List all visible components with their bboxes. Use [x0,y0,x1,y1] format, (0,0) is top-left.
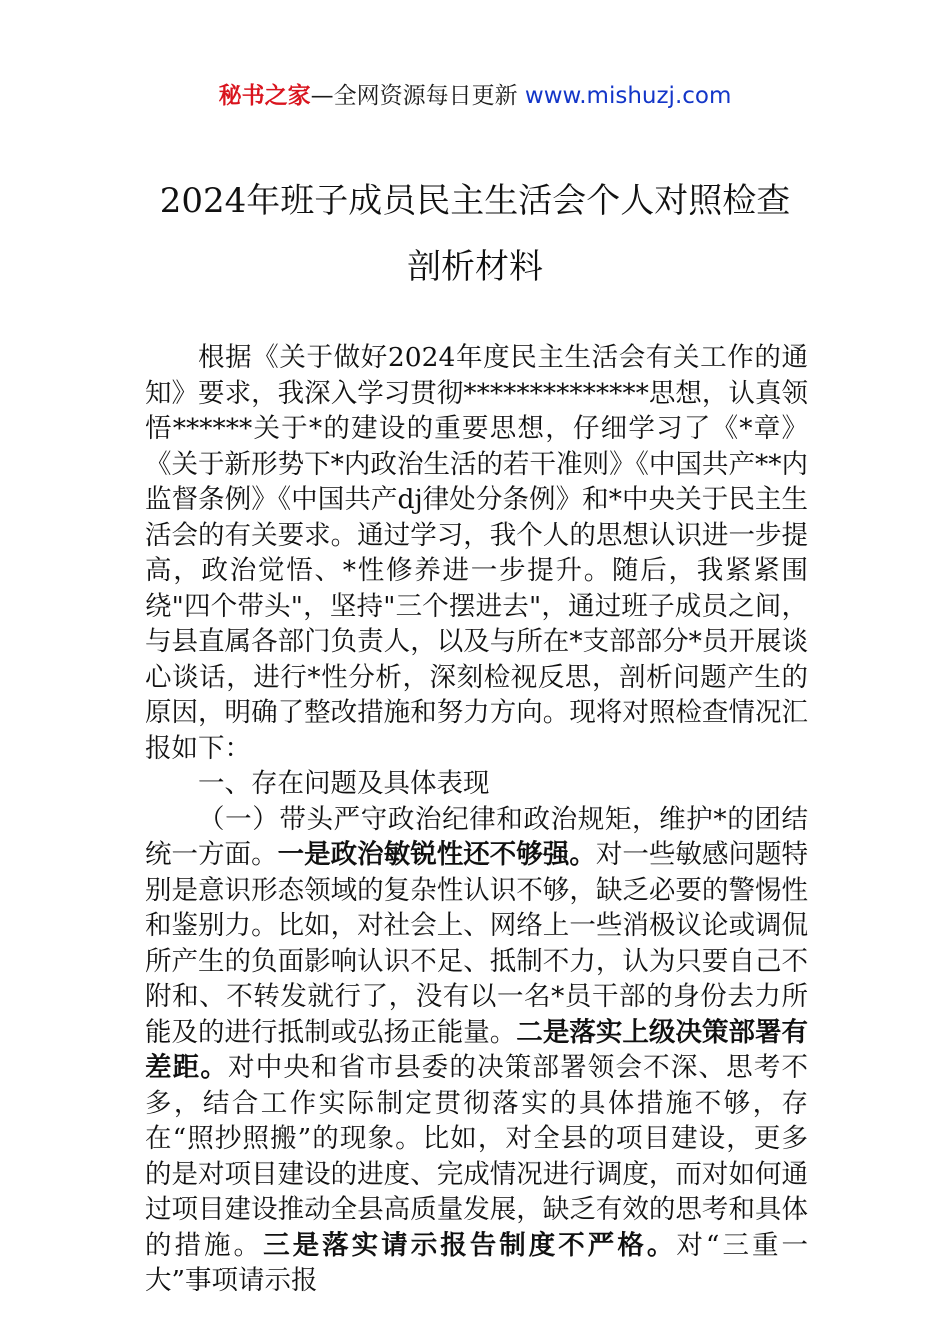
intro-paragraph: 根据《关于做好2024年度民主生活会有关工作的通知》要求，我深入学习贯彻**************思想，认真领悟******关于*的建设的重要思想，仔细学习了《*章》《关于新形势下*内政治生活的若干准则》《中国共产**内监督条例》《中国共产dj律处分条例》和*中央关于民主生活会的有关要求。通过学习，我个人的思想认识进一步提高，政治觉悟、*性修养进一步提升。随后，我紧紧围绕"四个带头"，坚持"三个摆进去"，通过班子成员之间，与县直属各部门负责人，以及与所在*支部部分*员开展谈心谈话，进行*性分析，深刻检视反思，剖析问题产生的原因，明确了整改措施和努力方向。现将对照检查情况汇报如下： [145,342,808,764]
site-brand: 秘书之家 [218,83,311,109]
document-title [0,168,950,300]
site-url-link[interactable]: www.mishuzj.com [524,83,732,109]
document-title-line2: 剖析材料 [407,247,543,287]
subsection-lead: （一）带头严守政治纪律和政治规矩，维护*的团结统一方面。 [145,803,808,870]
site-tagline: —全网资源每日更新 [310,83,525,109]
point-1-text: 对一些敏感问题特别是意识形态领域的复杂性认识不够，缺乏必要的警惕性和鉴别力。比如，对社会上、网络上一些消极议论或调侃所产生的负面影响认识不足、抵制不力，认为只要自己不附和、不转发就行了，没有以一名*员干部的身份去力所能及的进行抵制或弘扬正能量。 [145,839,809,1048]
subsection-paragraph [145,802,808,1299]
site-header [0,80,950,112]
section-heading: 一、存在问题及具体表现 [198,768,490,799]
point-2-heading: 二是落实上级决策部署有差距。 [145,1016,809,1083]
point-1-heading: 一是政治敏锐性还不够强。 [277,839,596,870]
document-title-line1: 2024年班子成员民主生活会个人对照检查 [159,181,791,221]
point-3-heading: 三是落实请示报告制度不严格。 [263,1229,677,1261]
document-body [145,340,808,1299]
point-3-text: 对“三重一大”事项请示报 [145,1229,809,1296]
point-2-text: 对中央和省市县委的决策部署领会不深、思考不多，结合工作实际制定贯彻落实的具体措施不够，存在“照抄照搬”的现象。比如，对全县的项目建设，更多的是对项目建设的进度、完成情况进行调度，而对如何通过项目建设推动全县高质量发展，缺乏有效的思考和具体的措施。 [145,1052,809,1261]
